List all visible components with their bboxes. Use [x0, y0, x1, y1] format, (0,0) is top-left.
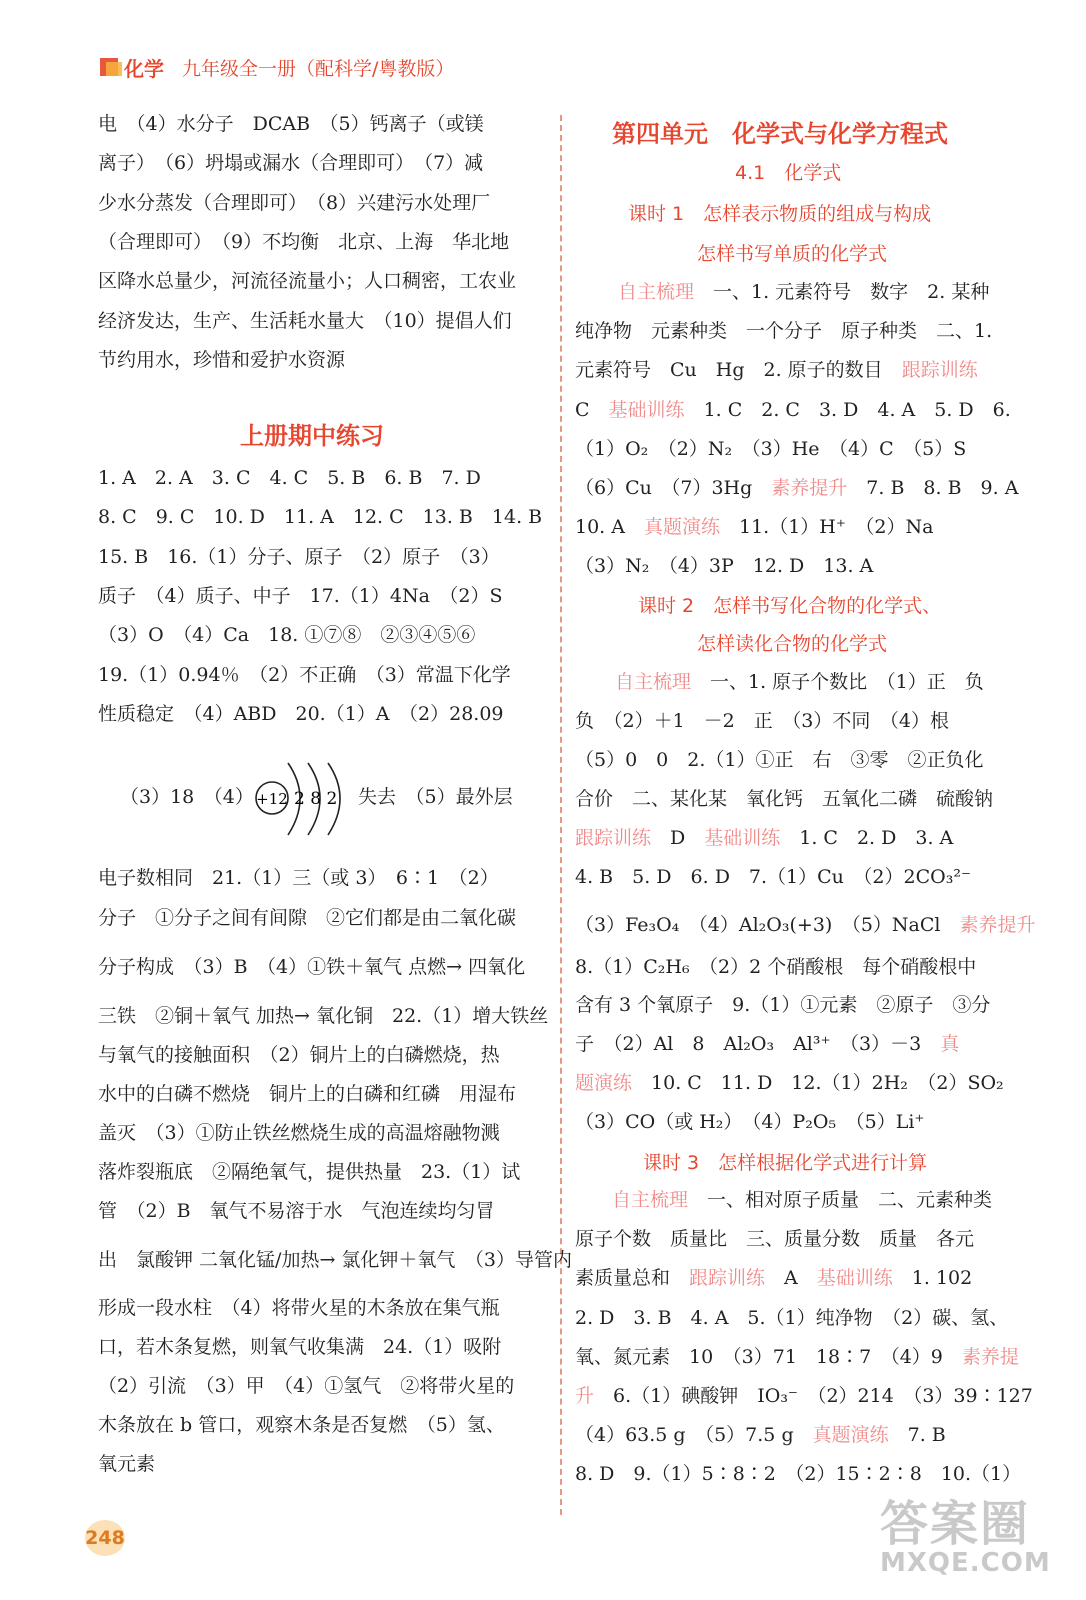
book-title: 九年级全一册（配科学/粤教版）: [182, 57, 455, 80]
answer-line: [612, 1187, 992, 1213]
lesson-title: 课时 3 怎样根据化学式进行计算: [643, 1152, 928, 1174]
answer-text: （4）63.5 g （5）7.5 g: [575, 1424, 813, 1447]
answer-text: 2. D 3. B 4. A 5.（1）纯净物 （2）碳、氢、: [575, 1306, 1009, 1329]
answer-line: （3）O （4）Ca 18. ①⑦⑧ ②③④⑤⑥: [98, 624, 476, 647]
answer-text: 子 （2）Al 8 Al₂O₃ Al³⁺ （3）－3: [575, 1033, 941, 1055]
answer-line: 盖灭 （3）①防止铁丝燃烧生成的高温熔融物溅: [98, 1122, 500, 1144]
answer-line: [575, 1031, 959, 1057]
answer-line: [575, 318, 992, 344]
answer-line: 落炸裂瓶底 ②隔绝氧气，提供热量 23.（1）试: [98, 1161, 521, 1183]
electron-counts: 2 8 2: [294, 789, 338, 809]
section-tag: 基础训练: [704, 827, 781, 849]
answer-line: 经济发达，生产、生活耗水量大 （10）提倡人们: [98, 309, 512, 332]
subject-label: 化学: [124, 56, 164, 81]
answer-line: 19.（1）0.94％ （2）不正确 （3）常温下化学: [98, 663, 511, 686]
section-tag: 题演练: [575, 1072, 633, 1094]
answer-text: 8.（1）C₂H₆ （2）2 个硝酸根 每个硝酸根中: [575, 956, 977, 978]
answer-line: [575, 954, 976, 980]
answer-text: （3）N₂ （4）3P 12. D 13. A: [575, 555, 874, 578]
answer-line: 电 （4）水分子 DCAB （5）钙离子（或镁: [98, 113, 484, 135]
answer-text: 1. C 2. C 3. D 4. A 5. D 6.: [684, 398, 1011, 421]
answer-line: [575, 1226, 974, 1252]
section-tag: 自主梳理: [612, 1189, 689, 1211]
unit-title: 第四单元 化学式与化学方程式: [612, 120, 948, 148]
answer-line: [575, 1422, 946, 1448]
answer-text: 一、1. 元素符号 数字 2. 某种: [694, 281, 990, 303]
lesson-title: 课时 1 怎样表示物质的组成与构成: [628, 203, 932, 225]
answer-line: 口，若木条复燃，则氧气收集满 24.（1）吸附: [98, 1336, 502, 1358]
answer-line: 三铁 ②铜＋氧气 加热→ 氧化铜 22.（1）增大铁丝: [98, 1005, 549, 1027]
lesson-title: 怎样书写单质的化学式: [697, 243, 888, 265]
lesson-title: 课时 2 怎样书写化合物的化学式、: [638, 595, 942, 617]
answer-text: 4. B 5. D 6. D 7.（1）Cu （2）2CO₃²⁻: [575, 866, 971, 888]
answer-text: 合价 二、某化某 氧化钙 五氧化二磷 硫酸钠: [575, 788, 994, 810]
nucleus-charge: +12: [256, 790, 288, 808]
answer-line: [575, 1461, 1021, 1487]
answer-line: 电子数相同 21.（1）三（或 3） 6∶1 （2）: [98, 867, 499, 889]
section-subtitle: 4.1 化学式: [735, 162, 842, 184]
answer-line: 水中的白磷不燃烧 铜片上的白磷和红磷 用湿布: [98, 1083, 517, 1105]
section-tag: 跟踪训练: [901, 359, 978, 382]
answer-line: 管 （2）B 氧气不易溶于水 气泡连续均匀冒: [98, 1200, 495, 1222]
answer-line: 离子） （6）坍塌或漏水（合理即可） （7）减: [98, 152, 484, 175]
answer-text: 元素符号 Cu Hg 2. 原子的数目: [575, 359, 902, 382]
answer-text: 6.（1）碘酸钾 IO₃⁻ （2）214 （3）39∶127: [594, 1385, 1033, 1407]
section-tag: 真: [940, 1033, 960, 1055]
answer-line: [575, 1109, 924, 1135]
section-tag: 基础训练: [816, 1267, 893, 1290]
section-title: 上册期中练习: [240, 422, 384, 450]
answer-line: [575, 747, 983, 773]
answer-text: 含有 3 个氧原子 9.（1）①元素 ②原子 ③分: [575, 994, 991, 1016]
answer-line: （合理即可） （9）不均衡 北京、上海 华北地: [98, 230, 510, 253]
answer-text: （1）O₂ （2）N₂ （3）He （4）C （5）S: [575, 437, 967, 460]
answer-line: [575, 514, 933, 540]
section-tag: 基础训练: [608, 398, 685, 421]
answer-text: 7. B 8. B 9. A: [847, 477, 1019, 499]
answer-text: 11.（1）H⁺ （2）Na: [720, 516, 934, 539]
answer-text: 负 （2）＋1 －2 正 （3）不同 （4）根: [575, 710, 949, 732]
answer-line: 形成一段水柱 （4）将带火星的木条放在集气瓶: [98, 1297, 500, 1319]
watermark-logo-text: 答案圈: [880, 1496, 1031, 1552]
page-number: 248: [85, 1520, 125, 1556]
answer-line: 区降水总量少，河流径流量小；人口稠密，工农业: [98, 270, 517, 293]
answer-line: [615, 669, 984, 695]
answer-line: 1. A 2. A 3. C 4. C 5. B 6. B 7. D: [98, 467, 481, 489]
magnesium-atom-structure-diagram: [250, 755, 360, 845]
answer-line: 节约用水，珍惜和爱护水资源: [98, 348, 346, 371]
section-tag: 自主梳理: [615, 671, 692, 693]
lesson-title: 怎样读化合物的化学式: [697, 633, 888, 655]
section-tag: 跟踪训练: [575, 827, 652, 849]
answer-text: 纯净物 元素种类 一个分子 原子种类 二、1.: [575, 320, 993, 343]
answer-text: 原子个数 质量比 三、质量分数 质量 各元: [575, 1228, 975, 1251]
answer-line: 少水分蒸发（合理即可） （8）兴建污水处理厂: [98, 191, 491, 214]
answer-text: （6）Cu （7）3Hg: [575, 477, 772, 499]
answer-text: （3）CO（或 H₂） （4）P₂O₅ （5）Li⁺: [575, 1111, 925, 1133]
column-divider: [560, 115, 562, 1515]
subject-logo-icon: [100, 58, 118, 76]
section-tag: 素养提升: [771, 477, 848, 499]
answer-line: 质子 （4）质子、中子 17.（1）4Na （2）S: [98, 584, 503, 607]
answer-text: 7. B: [888, 1424, 946, 1447]
answer-line: [575, 1383, 1033, 1409]
answer-line: 15. B 16.（1）分子、原子 （2）原子 （3）: [98, 545, 500, 568]
section-tag: 自主梳理: [618, 281, 695, 303]
answer-text: 一、相对原子质量 二、元素种类: [688, 1189, 993, 1211]
answer-line: 分子构成 （3）B （4）①铁＋氧气 点燃→ 四氧化: [98, 956, 526, 978]
answer-line: [575, 553, 873, 579]
answer-text: （5）0 0 2.（1）①正 右 ③零 ②正负化: [575, 749, 984, 771]
answer-line: 失去 （5）最外层: [358, 786, 513, 808]
answer-line: 出 氯酸钾 二氧化锰/加热→ 氯化钾＋氧气 （3）导管内: [98, 1249, 572, 1271]
answer-text: 8. D 9.（1）5∶8∶2 （2）15∶2∶8 10.（1）: [575, 1463, 1022, 1486]
answer-line: [575, 1305, 1008, 1331]
answer-line: 木条放在 b 管口，观察木条是否复燃 （5）氢、: [98, 1414, 505, 1436]
answer-line: [575, 992, 990, 1018]
answer-line: 氧元素: [98, 1453, 156, 1475]
answer-line: （3）18 （4）: [120, 786, 254, 808]
answer-line: [575, 357, 978, 383]
answer-text: 氧、氮元素 10 （3）71 18∶7 （4）9: [575, 1345, 962, 1368]
answer-line: [618, 279, 989, 305]
answer-text: 1. 102: [892, 1267, 973, 1290]
page-header: [100, 52, 454, 82]
answer-line: [575, 912, 1036, 938]
answer-line: （2）引流 （3）甲 （4）①氢气 ②将带火星的: [98, 1375, 515, 1397]
answer-line: [575, 1344, 1019, 1370]
answer-line: [575, 786, 993, 812]
answer-line: 分子 ①分子之间有间隙 ②它们都是由二氧化碳: [98, 907, 517, 929]
answer-line: 性质稳定 （4）ABD 20.（1）A （2）28.09: [98, 702, 504, 725]
answer-line: [575, 708, 949, 734]
answer-line: [575, 436, 966, 462]
answer-line: [575, 475, 1018, 501]
answer-line: [575, 864, 971, 890]
section-tag: 真题演练: [643, 516, 720, 539]
answer-text: C: [575, 398, 609, 421]
section-tag: 素养提: [961, 1345, 1019, 1368]
answer-line: [575, 397, 1011, 423]
answer-line: [575, 1070, 1004, 1096]
answer-text: 素质量总和: [575, 1267, 690, 1290]
watermark: [880, 1485, 1051, 1578]
answer-line: 与氧气的接触面积 （2）铜片上的白磷燃烧，热: [98, 1044, 500, 1066]
answer-text: D: [651, 827, 705, 849]
answer-text: （3）Fe₃O₄ （4）Al₂O₃(+3) （5）NaCl: [575, 914, 960, 936]
section-tag: 跟踪训练: [689, 1267, 766, 1290]
section-tag: 真题演练: [812, 1424, 889, 1447]
section-tag: 素养提升: [959, 914, 1036, 936]
answer-line: [575, 825, 953, 851]
watermark-site: MXQE.COM: [880, 1548, 1051, 1578]
answer-text: 一、1. 原子个数比 （1）正 负: [691, 671, 984, 693]
answer-line: [575, 1265, 972, 1291]
answer-text: 10. C 11. D 12.（1）2H₂ （2）SO₂: [632, 1072, 1004, 1094]
answer-text: 10. A: [575, 516, 644, 539]
section-tag: 升: [575, 1385, 595, 1407]
answer-text: 1. C 2. D 3. A: [780, 827, 954, 849]
answer-line: 8. C 9. C 10. D 11. A 12. C 13. B 14. B: [98, 506, 543, 529]
answer-text: A: [765, 1267, 817, 1290]
